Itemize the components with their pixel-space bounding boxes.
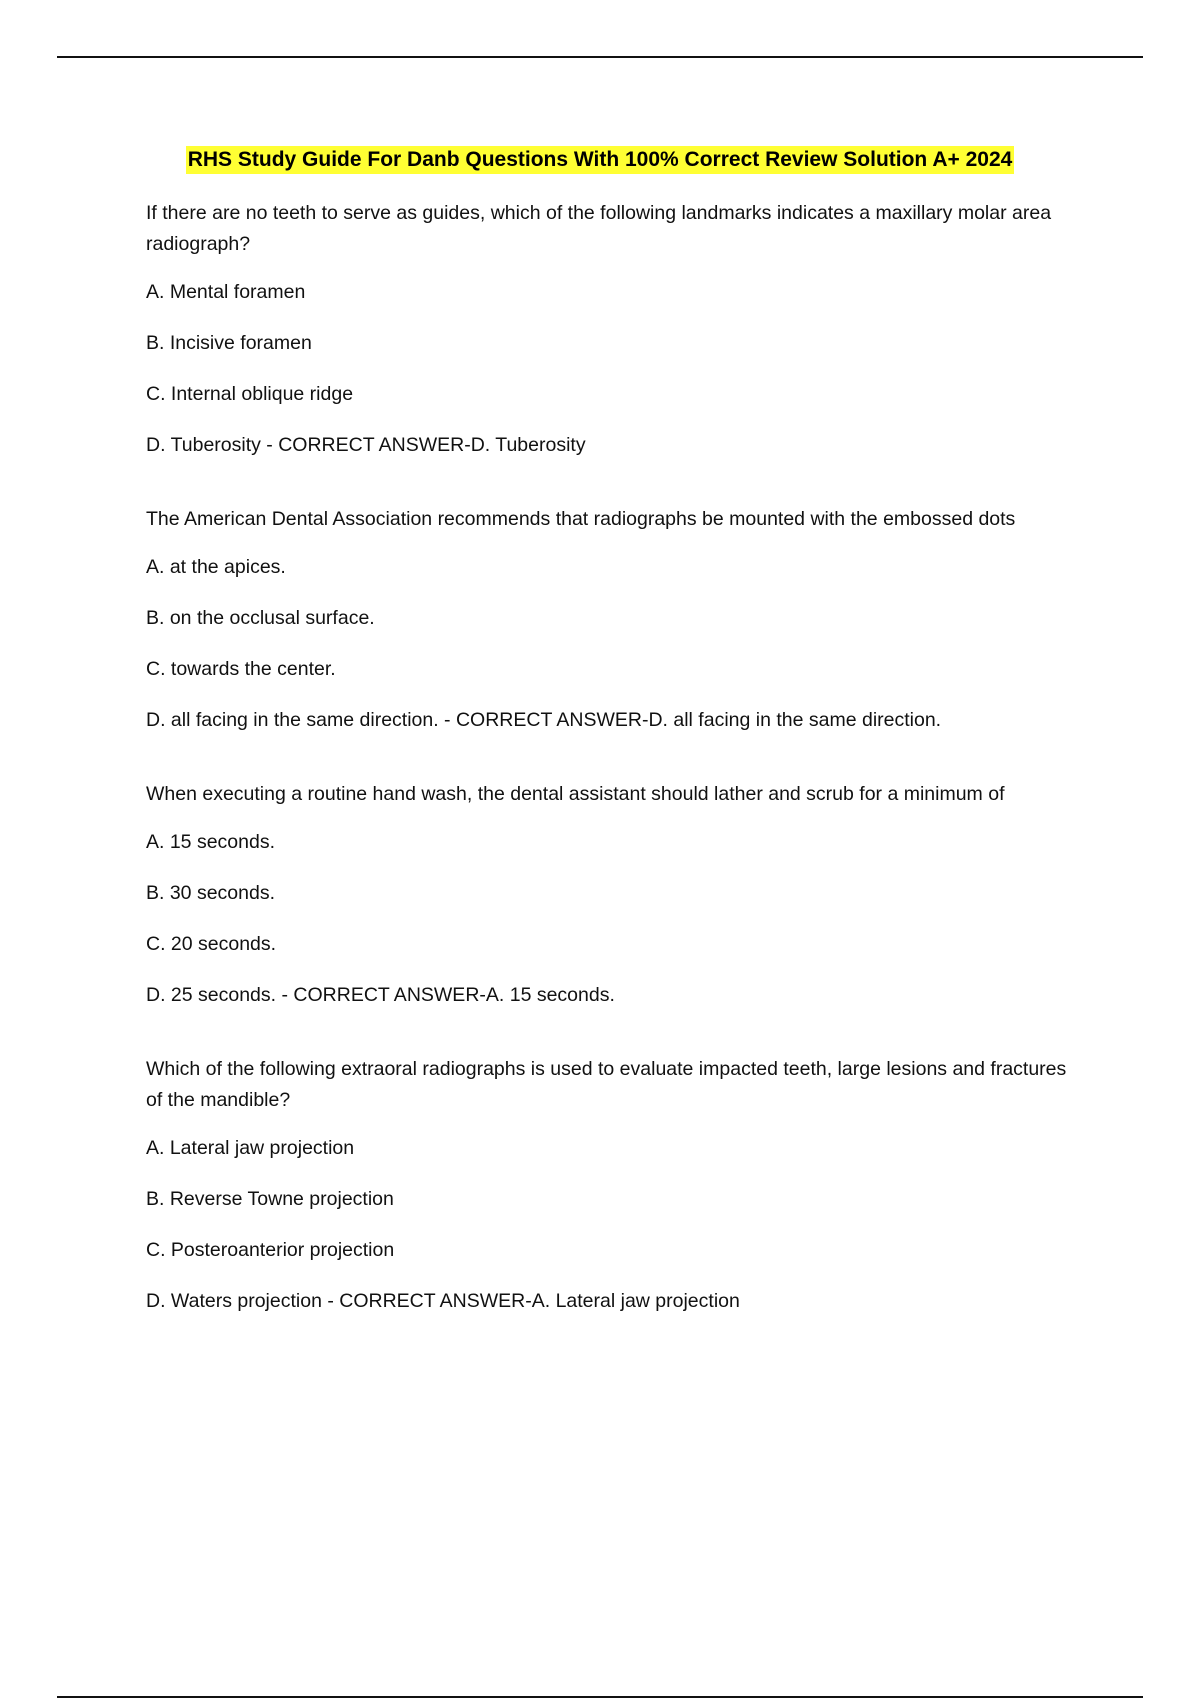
question-text: If there are no teeth to serve as guides, which of the following landmarks indicates a maxillary molar area radiograph? bbox=[146, 202, 1052, 255]
option-b: B. 30 seconds. bbox=[146, 882, 275, 904]
option-a: A. at the apices. bbox=[146, 556, 286, 578]
option-c: C. 20 seconds. bbox=[146, 933, 277, 955]
question-text: When executing a routine hand wash, the dental assistant should lather and scrub for a minimum of bbox=[146, 783, 1005, 805]
option-d-answer: D. Waters projection - CORRECT ANSWER-A. Lateral jaw projection bbox=[146, 1290, 740, 1312]
option-b: B. on the occlusal surface. bbox=[146, 607, 375, 629]
option-c: C. towards the center. bbox=[146, 658, 336, 680]
option-a: A. 15 seconds. bbox=[146, 831, 275, 853]
question-block-4 bbox=[146, 1054, 1071, 1317]
question-text: The American Dental Association recommends that radiographs be mounted with the embossed dots bbox=[146, 508, 1016, 530]
option-a: A. Lateral jaw projection bbox=[146, 1137, 355, 1159]
document-title: RHS Study Guide For Danb Questions With 100% Correct Review Solution A+ 2024 bbox=[186, 146, 1015, 174]
question-list bbox=[146, 198, 1071, 1360]
option-d-answer: D. all facing in the same direction. - CORRECT ANSWER-D. all facing in the same direction. bbox=[146, 709, 942, 731]
question-block-3 bbox=[146, 779, 1071, 1011]
option-d-answer: D. Tuberosity - CORRECT ANSWER-D. Tuberosity bbox=[146, 434, 586, 456]
footer-rule bbox=[57, 1696, 1143, 1698]
question-block-2 bbox=[146, 504, 1071, 736]
option-b: B. Incisive foramen bbox=[146, 332, 312, 354]
question-block-1 bbox=[146, 198, 1071, 461]
option-c: C. Posteroanterior projection bbox=[146, 1239, 395, 1261]
option-c: C. Internal oblique ridge bbox=[146, 383, 354, 405]
option-b: B. Reverse Towne projection bbox=[146, 1188, 394, 1210]
title-container bbox=[0, 146, 1200, 174]
question-text: Which of the following extraoral radiographs is used to evaluate impacted teeth, large lesions and fractures of the mandible? bbox=[146, 1058, 1067, 1111]
header-rule bbox=[57, 56, 1143, 58]
option-d-answer: D. 25 seconds. - CORRECT ANSWER-A. 15 seconds. bbox=[146, 984, 615, 1006]
option-a: A. Mental foramen bbox=[146, 281, 306, 303]
